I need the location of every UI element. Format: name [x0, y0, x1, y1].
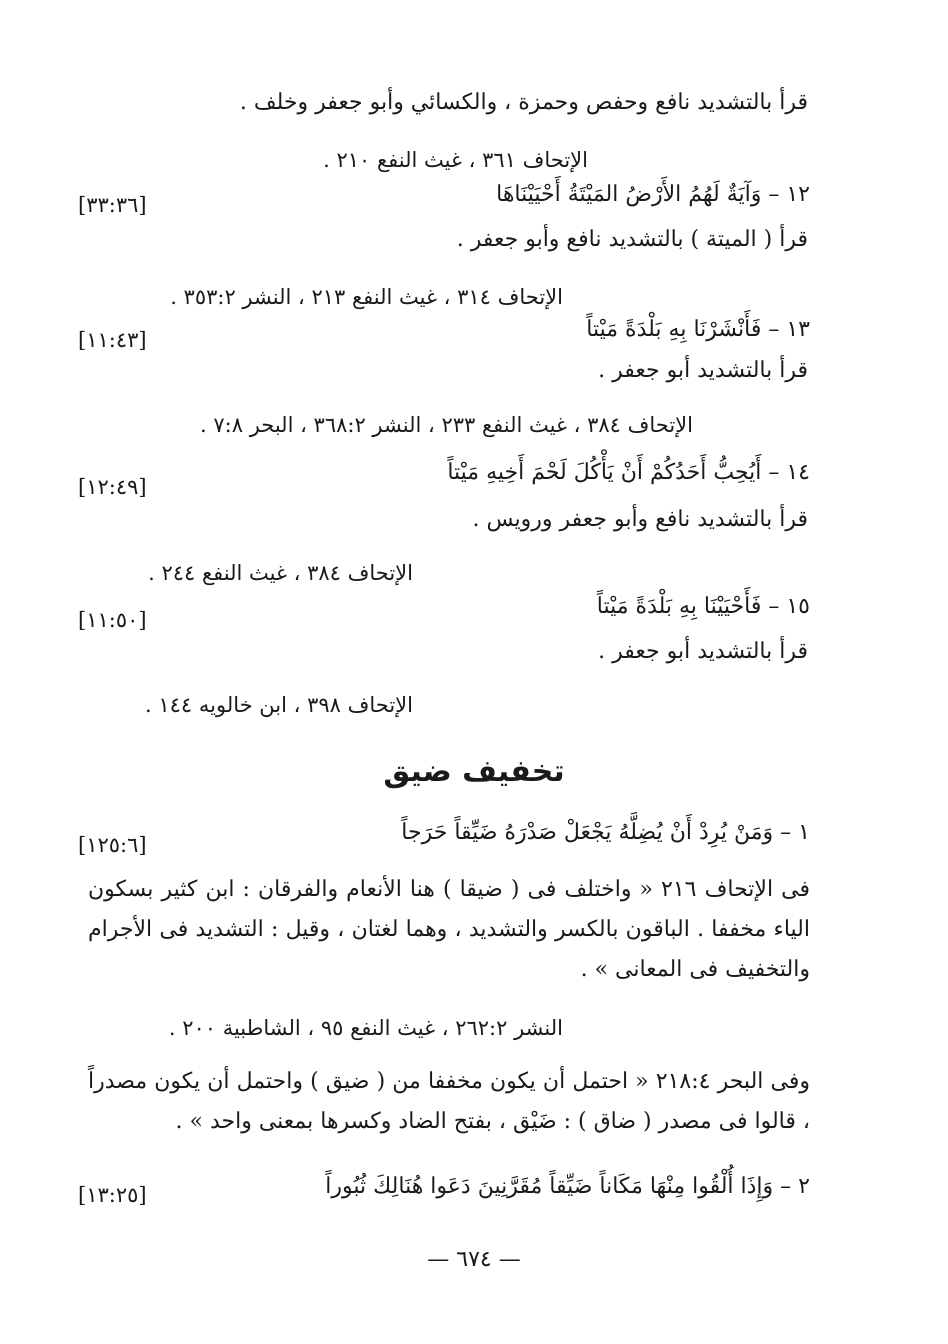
sources-line: الإتحاف ٣٨٤ ، غيث النفع ٢٣٣ ، النشر ٣٦٨:٢ ، البحر ٧:٨ . — [200, 413, 693, 437]
verse-line: ١ – وَمَنْ يُرِدْ أَنْ يُضِلَّهُ يَجْعَلْ صَدْرَهُ ضَيِّقاً حَرَجاً — [401, 820, 810, 845]
commentary-paragraph: فى الإتحاف ٢١٦ « واختلف فى ( ضيقا ) هنا الأنعام والفرقان : ابن كثير بسكون الياء مخففا . الباقون بالكسر والتشديد ، وهما لغتان ، وقيل : التشديد فى الأجرام والتخفيف فى المعانى » . — [88, 877, 810, 982]
verse-reference: [١١:٥٠] — [78, 608, 147, 632]
verse-line: ٢ – وَإِذَا أُلْقُوا مِنْهَا مَكَاناً ضَيِّقاً مُقَرَّنِينَ دَعَوا هُنَالِكَ ثُبُوراً — [325, 1174, 810, 1199]
reading-line: قرأ بالتشديد أبو جعفر . — [598, 358, 808, 383]
verse-line: ١٢ – وَآيَةٌ لَهُمُ الأَرْضُ المَيْتَةُ أَحْيَيْنَاهَا — [496, 182, 810, 207]
reading-line: قرأ ( الميتة ) بالتشديد نافع وأبو جعفر . — [456, 227, 808, 252]
reading-line: قرأ بالتشديد نافع وأبو جعفر ورويس . — [472, 507, 808, 532]
sources-line: الإتحاف ٣٨٤ ، غيث النفع ٢٤٤ . — [148, 561, 413, 585]
verse-line: ١٥ – فَأَحْيَيْنَا بِهِ بَلْدَةً مَيْتاً — [596, 594, 810, 619]
commentary-paragraph: وفى البحر ٢١٨:٤ « احتمل أن يكون مخففا من ( ضيق ) واحتمل أن يكون مصدراً ، قالوا فى مصدر ( ضاق ) : ضَيْق ، بفتح الضاد وكسرها بمعنى واحد » . — [88, 1069, 810, 1134]
sources-line: الإتحاف ٣١٤ ، غيث النفع ٢١٣ ، النشر ٣٥٣:٢ . — [170, 285, 563, 309]
verse-reference: [١٢٥:٦] — [78, 833, 147, 857]
verse-reference: [١١:٤٣] — [78, 328, 147, 352]
reading-line: قرأ بالتشديد أبو جعفر . — [598, 639, 808, 664]
verse-line: ١٤ – أَيُحِبُّ أَحَدُكُمْ أَنْ يَأْكُلَ لَحْمَ أَخِيهِ مَيْتاً — [447, 460, 810, 485]
intro-line: قرأ بالتشديد نافع وحفص وحمزة ، والكسائي وأبو جعفر وخلف . — [239, 90, 808, 115]
verse-reference: [٣٣:٣٦] — [78, 193, 147, 217]
verse-reference: [١٣:٢٥] — [78, 1183, 147, 1207]
page-number: — ٦٧٤ — — [427, 1247, 521, 1272]
section-heading: تخفيف ضيق — [383, 754, 565, 789]
sources-line: الإتحاف ٣٩٨ ، ابن خالويه ١٤٤ . — [145, 693, 413, 717]
sources-line: الإتحاف ٣٦١ ، غيث النفع ٢١٠ . — [323, 148, 588, 172]
verse-line: ١٣ – فَأَنْشَرْنَا بِهِ بَلْدَةً مَيْتاً — [586, 317, 810, 342]
verse-reference: [١٢:٤٩] — [78, 475, 147, 499]
sources-line: النشر ٢٦٢:٢ ، غيث النفع ٩٥ ، الشاطبية ٢٠٠ . — [168, 1016, 563, 1040]
